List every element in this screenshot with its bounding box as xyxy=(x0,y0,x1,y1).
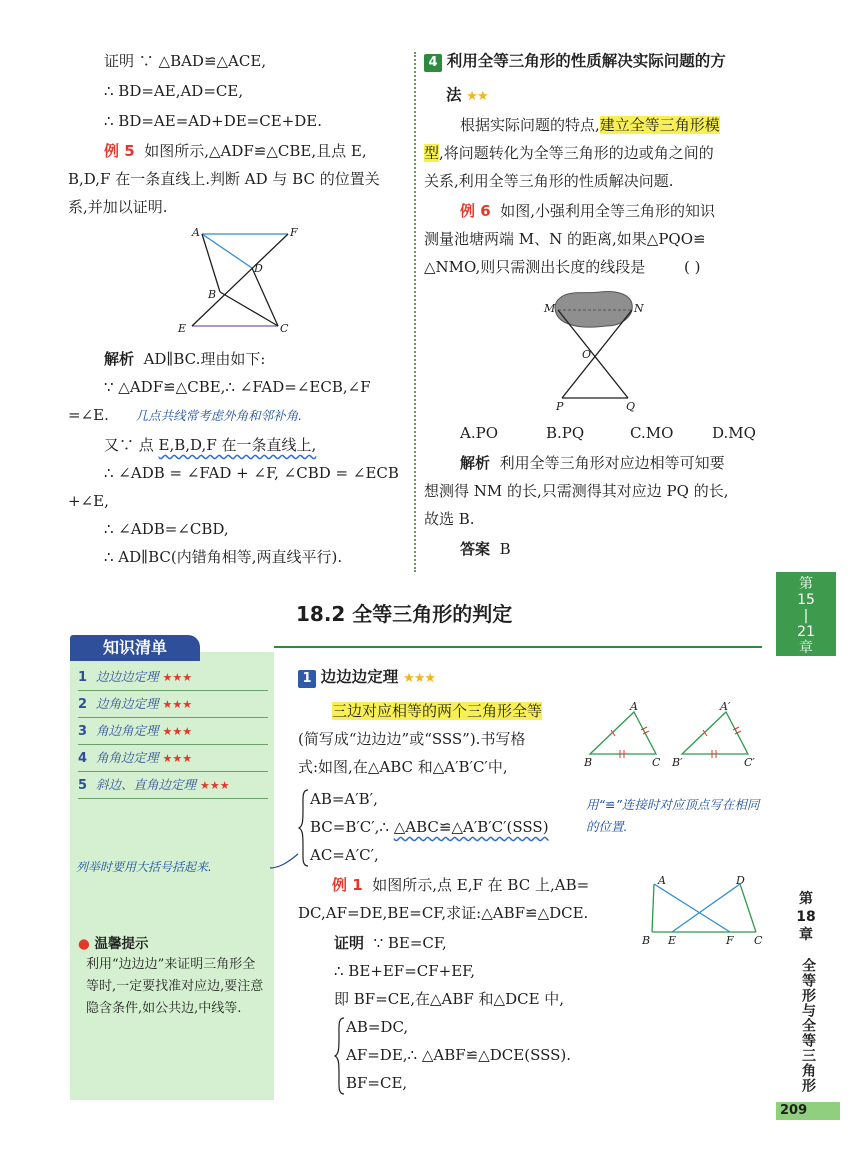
note-arrow-icon xyxy=(268,850,302,880)
example-6-answer-blank: ( ) xyxy=(684,258,701,276)
sss-title: 边边边定理 xyxy=(320,668,399,686)
example-1-label: 例 1 xyxy=(332,876,363,894)
ex6-analysis-label: 解析 xyxy=(460,454,491,472)
figure-sss-triangles xyxy=(580,700,766,772)
fig1-label-e: E xyxy=(178,322,187,335)
proof-line-3: ∴ BD=AE=AD+DE=CE+DE. xyxy=(104,112,322,130)
fig4-label-f: F xyxy=(726,934,734,947)
example-6-text-3: △NMO,则只需测出长度的线段是 xyxy=(424,258,646,276)
example-1-proof-label: 证明 xyxy=(334,934,365,952)
example-5-line-2: B,D,F 在一条直线上.判断 AD 与 BC 的位置关 xyxy=(68,170,380,188)
example-5-line-1 xyxy=(104,140,367,162)
figure-example-5 xyxy=(170,222,310,342)
fig4-label-b: B xyxy=(642,934,651,947)
example-5-text-1: 如图所示,△ADF≌△CBE,且点 E, xyxy=(144,142,367,160)
knowledge-item-text: 角边角定理 xyxy=(96,723,159,738)
fig2-label-p: P xyxy=(556,400,564,413)
example-1-proof-line-1 xyxy=(334,932,447,954)
knowledge-item-number: 1 xyxy=(78,670,88,685)
para-1b-highlight: 建立全等三角形模 xyxy=(599,116,720,134)
fig3-label-b-prime: B′ xyxy=(672,756,683,769)
fig3-label-c-prime: C′ xyxy=(744,756,755,769)
knowledge-item-text: 角角边定理 xyxy=(96,750,159,765)
knowledge-item-number: 3 xyxy=(78,724,88,739)
para-1a: 根据实际问题的特点, xyxy=(460,116,600,134)
analysis-label: 解析 xyxy=(104,350,135,368)
ex6-answer-line xyxy=(460,538,511,560)
knowledge-panel-title: 知识清单 xyxy=(70,635,200,661)
tip-title xyxy=(78,932,148,952)
proof-brace-icon xyxy=(334,1016,346,1096)
analysis-line-5: ∴ ∠ADB = ∠FAD + ∠F, ∠CBD = ∠ECB xyxy=(104,464,399,482)
analysis-line-3 xyxy=(68,404,302,427)
fig1-label-b: B xyxy=(208,288,217,301)
knowledge-item-stars: ★★★ xyxy=(162,698,193,711)
chapter-range-tab: 第 15 | 21 章 xyxy=(776,572,836,656)
analysis-line-6: +∠E, xyxy=(68,492,109,510)
section-title-underline xyxy=(274,646,762,648)
example-6-label: 例 6 xyxy=(460,202,491,220)
fig3-label-a-prime: A′ xyxy=(720,700,731,713)
option-b: B.PQ xyxy=(546,424,585,442)
knowledge-item-2 xyxy=(78,691,268,718)
fig2-label-n: N xyxy=(634,302,644,315)
analysis-line-8: ∴ AD∥BC(内错角相等,两直线平行). xyxy=(104,548,343,566)
analysis-text-3: =∠E. xyxy=(68,406,109,424)
sss-equation-2b: △ABC≌△A′B′C′(SSS) xyxy=(393,818,549,836)
fig2-label-o: O xyxy=(582,348,592,361)
example-1-text-1: 如图所示,点 E,F 在 BC 上,AB= xyxy=(372,876,590,894)
option-c: C.MO xyxy=(630,424,674,442)
example-6-line-3 xyxy=(424,256,700,278)
knowledge-item-3 xyxy=(78,718,268,745)
proof-line-1: 证明 ∵ △BAD≌△ACE, xyxy=(104,52,267,70)
sss-theorem-highlight: 三边对应相等的两个三角形全等 xyxy=(332,702,543,720)
sss-heading xyxy=(298,666,435,690)
fig1-label-c: C xyxy=(280,322,289,335)
column-divider xyxy=(414,52,416,572)
fig1-label-f: F xyxy=(290,226,298,239)
fig4-label-d: D xyxy=(736,874,745,887)
knowledge-item-stars: ★★★ xyxy=(162,752,193,765)
fig3-label-c: C xyxy=(652,756,661,769)
analysis-line-4 xyxy=(104,434,316,456)
knowledge-item-stars: ★★★ xyxy=(200,779,230,792)
fig4-label-e: E xyxy=(668,934,677,947)
example-6-line-2: 测量池塘两端 M、N 的距离,如果△PQO≌ xyxy=(424,230,706,248)
knowledge-item-text: 斜边、直角边定理 xyxy=(96,777,197,792)
knowledge-item-stars: ★★★ xyxy=(162,725,193,738)
ex6-answer-value: B xyxy=(499,540,511,558)
tip-title-text: 温馨提示 xyxy=(94,936,149,952)
ex6-analysis-line-2: 想测得 NM 的长,只需测得其对应边 PQ 的长, xyxy=(424,482,729,500)
example-6-line-1 xyxy=(460,200,715,222)
example-1-proof-text-1: ∵ BE=CF, xyxy=(373,934,447,952)
option-a: A.PO xyxy=(460,424,498,442)
fig4-label-a: A xyxy=(658,874,666,887)
chapter-title-vertical: 全等形与全等三角形 xyxy=(800,958,816,1093)
sss-line-2: (简写成“边边边”或“SSS”).书写格 xyxy=(298,730,526,748)
sss-line-1 xyxy=(332,700,542,722)
chapter-number-tab: 第 18 章 xyxy=(796,891,816,943)
knowledge-item-number: 5 xyxy=(78,778,88,793)
example-1-line-1 xyxy=(332,874,589,896)
brace-handwritten-note: 列举时要用大括号括起来. xyxy=(76,860,212,874)
sss-handwritten-note: 用“≌”连接时对应顶点写在相同的位置. xyxy=(586,797,760,834)
section-4-para-line-1 xyxy=(460,114,720,136)
example-1-proof-line-3: 即 BF=CE,在△ABF 和△DCE 中, xyxy=(334,990,565,1008)
example-1-proof-line-2: ∴ BE+EF=CF+EF, xyxy=(334,962,476,980)
fig3-label-b: B xyxy=(584,756,593,769)
figure-example-1 xyxy=(640,872,768,948)
sss-brace-icon xyxy=(298,788,310,868)
example-1-proof-eq-3: BF=CE, xyxy=(346,1074,408,1092)
knowledge-item-4 xyxy=(78,745,268,772)
section-4-number: 4 xyxy=(424,54,442,72)
para-2a-highlight: 型 xyxy=(424,144,440,162)
analysis-text-1: AD∥BC.理由如下: xyxy=(143,350,266,368)
analysis-line-2: ∵ △ADF≌△CBE,∴ ∠FAD=∠ECB,∠F xyxy=(104,378,371,396)
knowledge-item-stars: ★★★ xyxy=(162,671,193,684)
analysis-text-4a: 又∵ 点 xyxy=(104,436,159,454)
sss-equation-2a: BC=B′C′,∴ xyxy=(310,818,394,836)
example-6-text-1: 如图,小强利用全等三角形的知识 xyxy=(500,202,715,220)
sss-section-number: 1 xyxy=(298,670,316,688)
example-1-proof-eq-2: AF=DE,∴ △ABF≌△DCE(SSS). xyxy=(346,1046,571,1064)
example-1-proof-eq-1: AB=DC, xyxy=(346,1018,409,1036)
analysis-handwritten-note: 几点共线常考虑外角和邻补角. xyxy=(135,408,303,423)
fig1-label-d: D xyxy=(254,262,263,275)
section-4-para-line-2 xyxy=(424,142,714,164)
sss-line-3: 式:如图,在△ABC 和△A′B′C′中, xyxy=(298,758,508,776)
sss-equation-3: AC=A′C′, xyxy=(310,846,379,864)
para-2b: ,将问题转化为全等三角形的边或角之间的 xyxy=(439,144,714,162)
fig3-label-a: A xyxy=(630,700,638,713)
proof-line-2: ∴ BD=AE,AD=CE, xyxy=(104,82,244,100)
fig2-label-m: M xyxy=(544,302,556,315)
knowledge-item-number: 2 xyxy=(78,697,88,712)
knowledge-item-1 xyxy=(78,664,268,691)
section-4-para-line-3: 关系,利用全等三角形的性质解决问题. xyxy=(424,172,674,190)
sss-stars: ★★★ xyxy=(403,671,436,686)
section-4-title-2: 法 xyxy=(446,86,462,104)
fig1-label-a: A xyxy=(192,226,200,239)
section-4-heading-line-2 xyxy=(446,84,488,108)
sss-equation-1: AB=A′B′, xyxy=(310,790,378,808)
ex6-analysis-line-3: 故选 B. xyxy=(424,510,475,528)
example-5-label: 例 5 xyxy=(104,142,135,160)
sss-equation-2 xyxy=(310,816,549,838)
knowledge-item-number: 4 xyxy=(78,751,88,766)
tip-body: 利用“边边边”来证明三角形全等时,一定要找准对应边,要注意隐含条件,如公共边,中线等. xyxy=(86,957,264,1016)
section-title: 18.2 全等三角形的判定 xyxy=(296,602,513,626)
section-4-stars: ★★ xyxy=(466,89,488,104)
ex6-answer-label: 答案 xyxy=(460,540,491,558)
ex6-analysis-text-1: 利用全等三角形对应边相等可知要 xyxy=(499,454,725,472)
fig2-label-q: Q xyxy=(626,400,636,413)
option-d: D.MQ xyxy=(712,424,756,442)
section-4-heading-line-1 xyxy=(424,50,726,72)
section-4-title-1: 利用全等三角形的性质解决实际问题的方 xyxy=(446,52,726,70)
knowledge-item-text: 边边边定理 xyxy=(96,669,159,684)
example-1-line-2: DC,AF=DE,BE=CF,求证:△ABF≌△DCE. xyxy=(298,904,589,922)
analysis-line-1 xyxy=(104,348,265,370)
ex6-analysis-line-1 xyxy=(460,452,725,474)
example-5-line-3: 系,并加以证明. xyxy=(68,198,168,216)
analysis-text-4b: E,B,D,F 在一条直线上, xyxy=(158,436,317,454)
page-number: 209 xyxy=(776,1102,840,1120)
fig4-label-c: C xyxy=(754,934,763,947)
knowledge-item-5 xyxy=(78,772,268,799)
knowledge-item-text: 边角边定理 xyxy=(96,696,159,711)
analysis-line-7: ∴ ∠ADB=∠CBD, xyxy=(104,520,229,538)
figure-example-6 xyxy=(540,288,650,416)
tip-bullet-icon: ● xyxy=(78,936,90,952)
